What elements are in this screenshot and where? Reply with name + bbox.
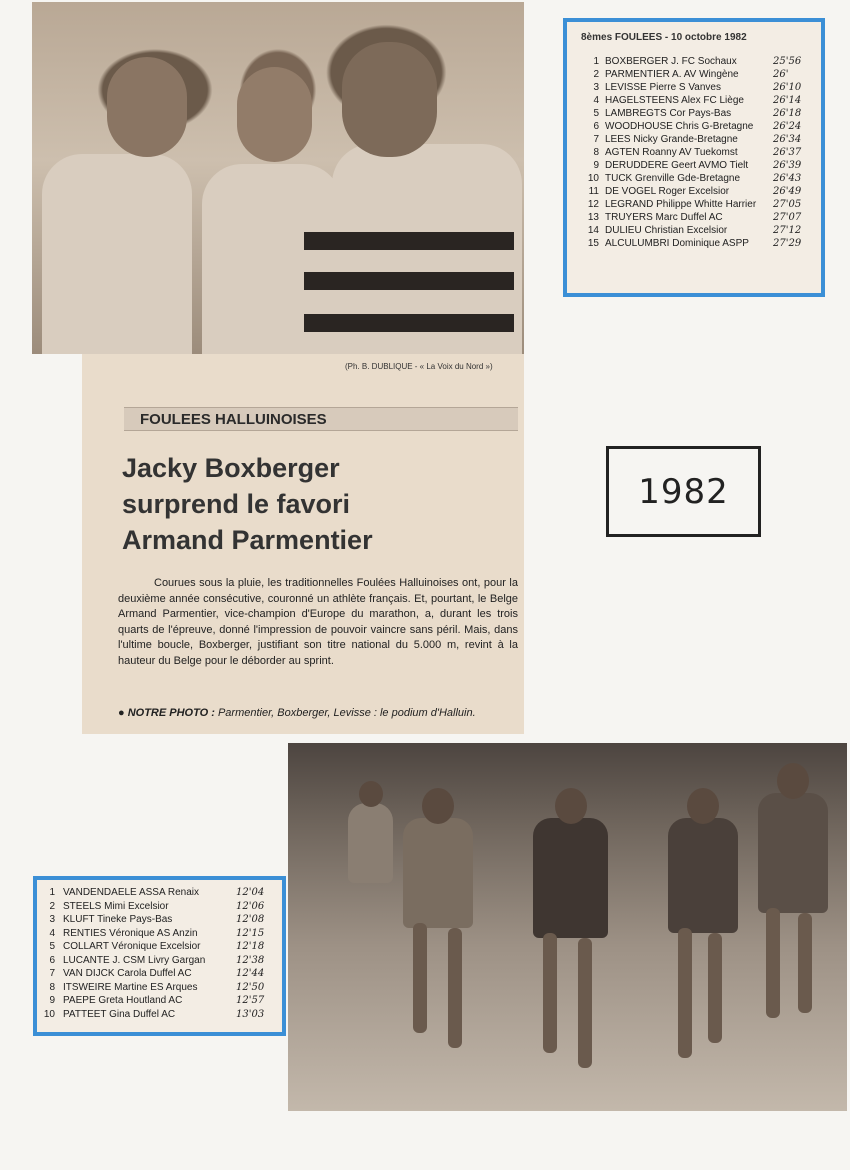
result-time: 25'56: [773, 56, 802, 67]
result-athlete: WOODHOUSE Chris G-Bretagne: [605, 121, 754, 132]
result-rank: 5: [49, 941, 55, 952]
result-rank: 6: [49, 954, 55, 966]
result-time: 26'37: [773, 147, 802, 158]
result-time: 12'04: [236, 887, 265, 898]
result-row: [581, 68, 811, 81]
result-rank: 7: [49, 968, 55, 979]
result-rank: 11: [588, 186, 599, 197]
photo-credit: (Ph. B. DUBLIQUE - « La Voix du Nord »): [345, 362, 493, 371]
result-rank: 6: [593, 121, 599, 132]
result-time: 26'18: [773, 108, 802, 119]
result-row: [43, 913, 274, 927]
podium-photo: [32, 2, 524, 354]
result-rank: 1: [593, 56, 599, 67]
result-athlete: RENTIES Véronique AS Anzin: [63, 927, 198, 939]
result-athlete: LEES Nicky Grande-Bretagne: [605, 134, 738, 145]
result-athlete: COLLART Véronique Excelsior: [63, 941, 201, 952]
result-row: [581, 159, 811, 172]
result-time: 12'57: [236, 995, 265, 1006]
result-athlete: ITSWEIRE Martine ES Arques: [63, 981, 198, 993]
result-row: [581, 172, 811, 185]
article-headline: [122, 450, 517, 558]
result-athlete: LEGRAND Philippe Whitte Harrier: [605, 199, 757, 210]
result-rank: 10: [43, 1008, 55, 1020]
result-time: 13'03: [236, 1008, 265, 1020]
result-athlete: LUCANTE J. CSM Livry Gargan: [63, 954, 206, 966]
result-time: 26'49: [773, 186, 802, 197]
article-body: Courues sous la pluie, les traditionnelles Foulées Halluinoises ont, pour la deuxième année consécutive, couronné un athlète français. Et, pourtant, le Belge Armand Parmentier, vice-champion d'Europe du marathon, a, durant les trois quarts de l'épreuve, donné l'impression de pouvoir vaincre sans péril. Mais, dans l'ultime boucle, Boxberger, justifiant son titre national du 5.000 m, revint à la hauteur du Belge pour le déborder au sprint.: [118, 577, 518, 667]
result-athlete: VANDENDAELE ASSA Renaix: [63, 887, 199, 898]
result-athlete: HAGELSTEENS Alex FC Liège: [605, 95, 744, 106]
result-time: 27'12: [773, 225, 802, 236]
result-row: [581, 107, 811, 120]
result-athlete: KLUFT Tineke Pays-Bas: [63, 914, 173, 925]
year-annotation: 1982: [606, 446, 761, 537]
result-athlete: LEVISSE Pierre S Vanves: [605, 82, 721, 93]
result-rank: 2: [49, 900, 55, 912]
result-time: 12'15: [236, 927, 265, 939]
women-results-table: [33, 876, 286, 1036]
result-rank: 5: [593, 108, 599, 119]
photo-note-text: Parmentier, Boxberger, Levisse : le podium d'Halluin.: [217, 707, 476, 719]
result-rank: 9: [593, 160, 599, 171]
result-row: [581, 211, 811, 224]
photo-note: [118, 706, 518, 721]
result-row: [43, 1008, 274, 1022]
result-row: [581, 146, 811, 159]
result-time: 27'05: [773, 199, 802, 210]
result-row: [43, 940, 274, 954]
result-athlete: AGTEN Roanny AV Tuekomst: [605, 147, 738, 158]
result-athlete: DULIEU Christian Excelsior: [605, 225, 728, 236]
result-row: [581, 185, 811, 198]
result-row: [43, 900, 274, 914]
result-rank: 4: [49, 927, 55, 939]
result-rank: 12: [587, 199, 599, 210]
result-rank: 8: [593, 147, 599, 158]
result-rank: 3: [593, 82, 599, 93]
result-row: [581, 133, 811, 146]
result-time: 26': [773, 69, 789, 80]
result-rank: 1: [49, 887, 55, 898]
result-athlete: LAMBREGTS Cor Pays-Bas: [605, 108, 732, 119]
results-title: 8èmes FOULEES - 10 octobre 1982: [581, 32, 747, 43]
result-rank: 3: [49, 914, 55, 925]
result-time: 27'29: [773, 238, 802, 249]
result-rank: 15: [587, 238, 599, 249]
result-athlete: VAN DIJCK Carola Duffel AC: [63, 968, 192, 979]
result-time: 26'14: [773, 95, 802, 106]
result-time: 26'24: [773, 121, 802, 132]
result-rank: 13: [587, 212, 599, 223]
result-row: [43, 994, 274, 1008]
result-row: [581, 81, 811, 94]
result-time: 27'07: [773, 212, 802, 223]
headline-line: Jacky Boxberger: [122, 453, 340, 483]
result-rank: 2: [593, 69, 599, 80]
result-athlete: BOXBERGER J. FC Sochaux: [605, 56, 737, 67]
result-athlete: STEELS Mimi Excelsior: [63, 900, 169, 912]
result-athlete: TUCK Grenville Gde-Bretagne: [605, 173, 741, 184]
result-time: 12'50: [236, 981, 265, 993]
result-time: 26'39: [773, 160, 802, 171]
result-time: 12'44: [236, 968, 265, 979]
photo-note-label: ● NOTRE PHOTO :: [118, 707, 215, 719]
result-rank: 4: [593, 95, 599, 106]
result-row: [43, 967, 274, 981]
result-athlete: PATTEET Gina Duffel AC: [63, 1008, 176, 1020]
headline-line: surprend le favori: [122, 489, 351, 519]
article-kicker: FOULEES HALLUINOISES: [124, 407, 518, 431]
result-athlete: DERUDDERE Geert AVMO Tielt: [605, 160, 749, 171]
men-results-table: [563, 18, 825, 297]
result-rank: 7: [593, 134, 599, 145]
result-athlete: PAEPE Greta Houtland AC: [63, 995, 183, 1006]
result-rank: 8: [49, 981, 55, 993]
result-time: 26'43: [773, 173, 802, 184]
result-time: 12'38: [236, 954, 265, 966]
result-row: [581, 237, 811, 250]
headline-line: Armand Parmentier: [122, 525, 373, 555]
result-row: [581, 94, 811, 107]
result-athlete: ALCULUMBRI Dominique ASPP: [605, 238, 749, 249]
result-rank: 9: [49, 995, 55, 1006]
runners-photo: [288, 743, 847, 1111]
result-row: [43, 927, 274, 941]
result-row: [581, 55, 811, 68]
result-athlete: TRUYERS Marc Duffel AC: [605, 212, 723, 223]
result-time: 12'08: [236, 914, 265, 925]
result-rank: 14: [587, 225, 599, 236]
result-row: [581, 198, 811, 211]
result-athlete: DE VOGEL Roger Excelsior: [605, 186, 730, 197]
result-rank: 10: [587, 173, 599, 184]
result-row: [581, 120, 811, 133]
result-time: 12'06: [236, 900, 265, 912]
result-row: [43, 886, 274, 900]
result-time: 26'34: [773, 134, 802, 145]
result-row: [43, 981, 274, 995]
result-athlete: PARMENTIER A. AV Wingène: [605, 69, 739, 80]
result-time: 26'10: [773, 82, 802, 93]
result-row: [581, 224, 811, 237]
result-row: [43, 954, 274, 968]
result-time: 12'18: [236, 941, 265, 952]
